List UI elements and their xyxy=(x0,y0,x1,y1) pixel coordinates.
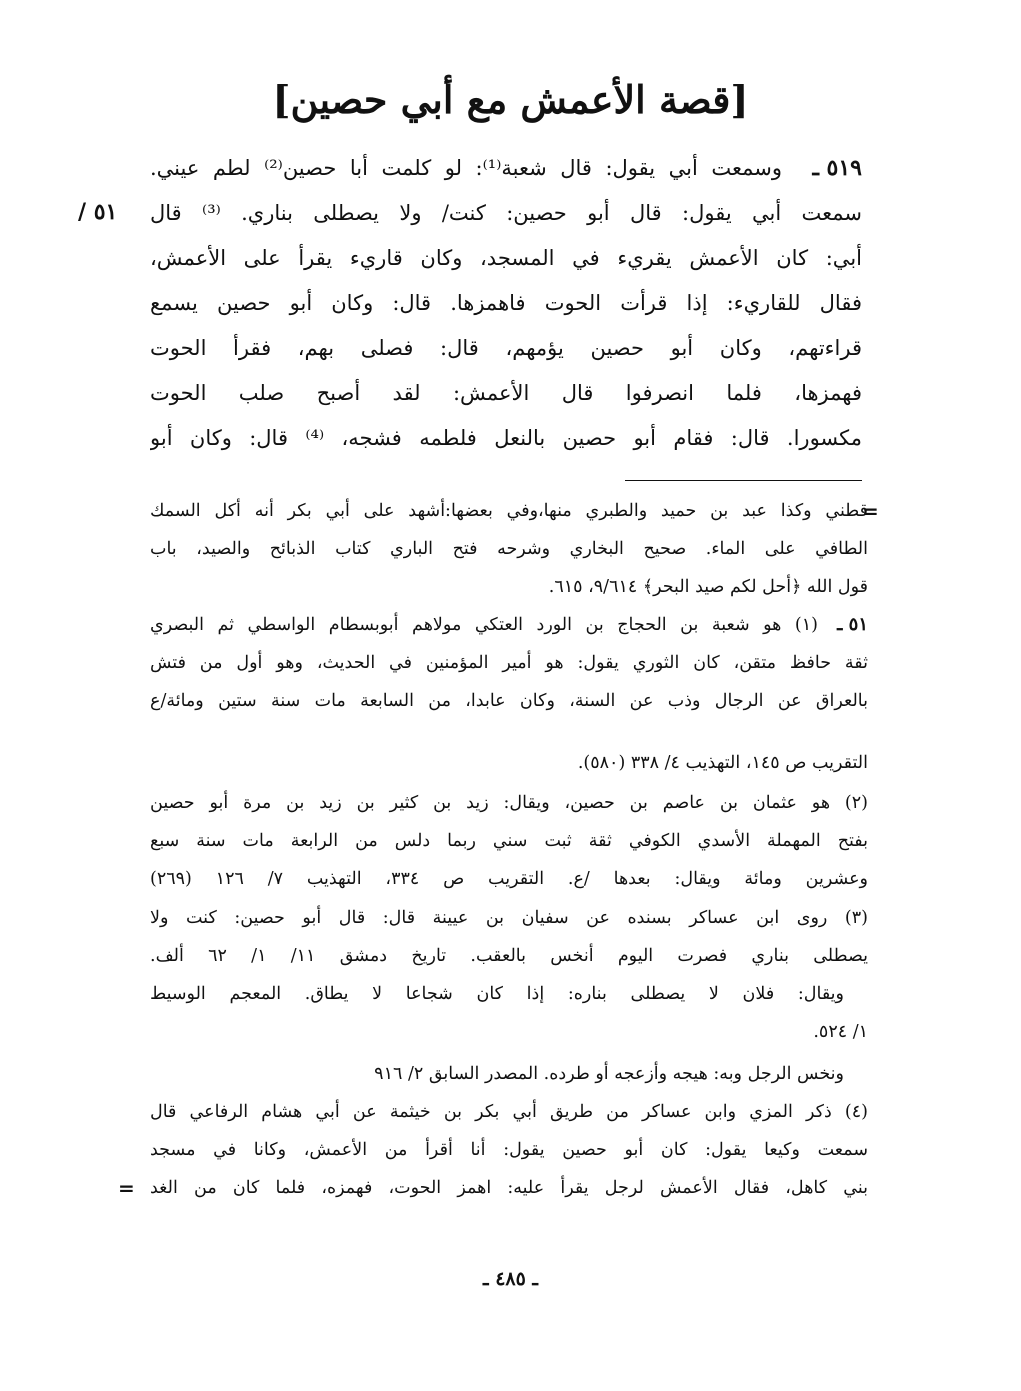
continuation-end-mark: = xyxy=(118,1176,135,1200)
footnote-4-last xyxy=(150,1169,868,1207)
main-text-line: فقال للقاريء: إذا قرأت الحوت فاهمزها. قال: وكان أبو حصين يسمع xyxy=(150,291,862,315)
footnote-line: (٣) روى ابن عساكر بسنده عن سفيان بن عيينة قال: قال أبو حصين: كنت ولا xyxy=(150,908,868,928)
footnote-line: قطني وكذا عبد بن حميد والطبري منها،وفي بعضها:أشهد على أبي بكر أنه أكل السمك xyxy=(150,501,868,521)
footnote-line: بفتح المهملة الأسدي الكوفي ثقة ثبت سني ربما دلس من الرابعة مات سنة سبع xyxy=(150,831,868,851)
footnote-line: وعشرين ومائة ويقال: بعدها /ع. التقريب ص ٣٣٤، التهذيب ٧/ ١٢٦ (٢٦٩) xyxy=(150,869,868,889)
footnote-line: بني كاهل، فقال الأعمش لرجل يقرأ عليه: اهمز الحوت، فهمزه، فلما كان من الغد xyxy=(150,1178,868,1198)
section-title: [قصة الأعمش مع أبي حصين] xyxy=(272,77,749,122)
footnote-4 xyxy=(150,1093,868,1169)
footnote-line: ١/ ٥٢٤. xyxy=(813,1022,868,1042)
main-text-line: مكسورا. قال: فقام أبو حصين بالنعل فلطمه فشجه، ⁽⁴⁾ قال: وكان أبو xyxy=(150,426,862,450)
main-text-line: قراءتهم، وكان أبو حصين يؤمهم، قال: فصلى بهم، فقرأ الحوت xyxy=(150,336,862,360)
footnote-line: (٤) ذكر المزي وابن عساكر من طريق أبي بكر بن خيثمة عن أبي هشام الرفاعي قال xyxy=(150,1102,868,1122)
footnote-line: الطافي على الماء. صحيح البخاري وشرحه فتح الباري كتاب الذبائح والصيد، باب xyxy=(150,539,868,559)
footnote-line: ونخس الرجل وبه: هيجه وأزعجه أو طرده. المصدر السابق ٢/ ٩١٦ xyxy=(374,1064,844,1084)
main-text-line: وسمعت أبي يقول: قال شعبة⁽¹⁾: لو كلمت أبا حصين⁽²⁾ لطم عيني. xyxy=(150,156,782,180)
main-text-line: فهمزها، فلما انصرفوا قال الأعمش: لقد أصبح صلب الحوت xyxy=(150,381,862,405)
footnote-2 xyxy=(150,784,868,898)
footnote-continuation xyxy=(150,492,868,606)
footnote-line: التقريب ص ١٤٥، التهذيب ٤/ ٣٣٨ (٥٨٠). xyxy=(577,753,868,773)
main-text xyxy=(150,146,862,461)
footnote-line: (٢) هو عثمان بن عاصم بن حصين، ويقال: زيد بن كثير بن زيد بن مرة أبو حصين xyxy=(150,793,868,813)
footnote-1-body xyxy=(150,644,868,782)
footnote-line: بالعراق عن الرجال وذب عن السنة، وكان عابدا، من السابعة مات سنة ستين ومائة/ع xyxy=(150,691,868,711)
footnote-line: سمعت وكيعا يقول: كان أبو حصين يقول: أنا أقرأ من الأعمش، وكانا في مسجد xyxy=(150,1140,868,1160)
footnote-line: يصطلى بناري فصرت اليوم أنخس بالعقب. تاريخ دمشق ١١/ ١/ ٦٢ ألف. xyxy=(150,946,868,966)
entry-number: ٥١٩ ـ xyxy=(812,155,862,181)
footnote-line: ويقال: فلان لا يصطلى بناره: إذا كان شجاعا لا يطاق. المعجم الوسيط xyxy=(150,984,844,1004)
main-text-line: أبي: كان الأعمش يقريء في المسجد، وكان قاريء يقرأ على الأعمش، xyxy=(150,246,862,270)
footnote-3 xyxy=(150,899,868,1093)
footnote-line: (١) هو شعبة بن الحجاج بن الورد العتكي مولاهم أبوبسطام الواسطي ثم البصري xyxy=(150,615,818,635)
continuation-mark: = xyxy=(862,499,879,523)
footnote-divider xyxy=(625,480,862,481)
page-number: ـ ٤٨٥ ـ xyxy=(483,1268,538,1290)
margin-page-reference: ٥١ / xyxy=(78,199,118,225)
footnote-line: ثقة حافظ متقن، كان الثوري يقول: هو أمير المؤمنين في الحديث، وهو أول من فتش xyxy=(150,653,868,673)
main-text-line: سمعت أبي يقول: قال أبو حصين: كنت/ ولا يصطلى بناري. ⁽³⁾ قال xyxy=(150,201,862,225)
footnote-line: قول الله ﴿أحل لكم صيد البحر﴾ ٩/٦١٤، ٦١٥. xyxy=(548,577,868,597)
footnote-1 xyxy=(150,606,818,644)
footnote-group-number: ٥١ ـ xyxy=(837,614,868,635)
